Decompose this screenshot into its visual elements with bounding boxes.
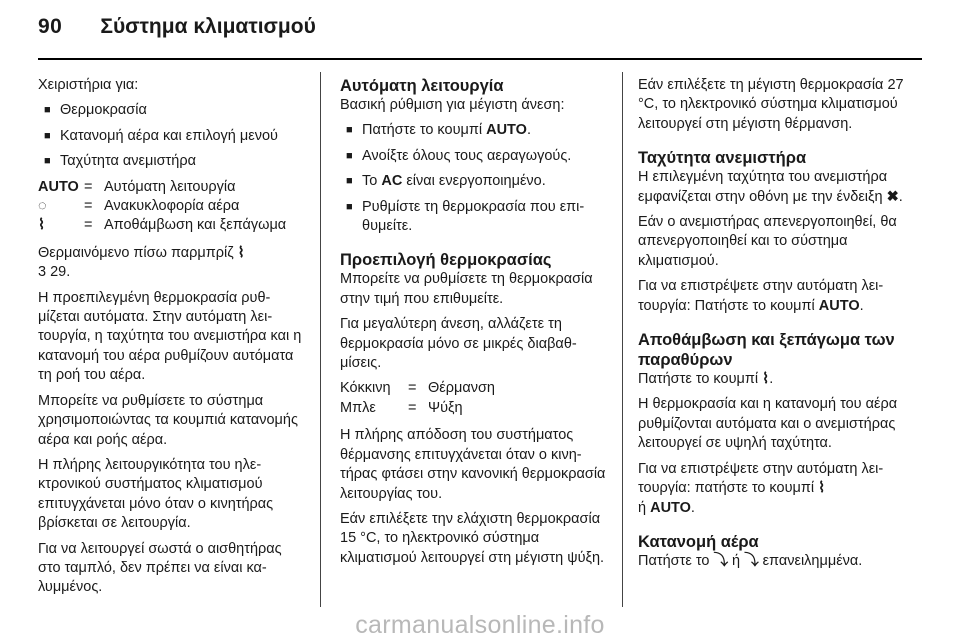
paragraph: Η προεπιλεγμένη θερμοκρασία ρυθμίζεται αυτόματα. Στην αυτόματη λειτουργία, η ταχύτητα του ανεμιστήρα και η κατανομή του αέρα ρυθμίζουν αυτόματα τη ροή του αέρα. bbox=[38, 289, 302, 384]
definition-row bbox=[38, 178, 304, 197]
paragraph: Η επιλεγμένη ταχύτητα του ανεμιστήρα εμφανίζεται στην οθόνη με την ένδειξη ✖. bbox=[638, 168, 910, 207]
list-item: ■ Ανοίξτε όλους τους αεραγωγούς. bbox=[340, 147, 610, 166]
defrost-icon: ⌇ bbox=[38, 217, 46, 234]
air-distribution-icon: ⤵ bbox=[713, 552, 728, 569]
defrost-icon: ⌇ bbox=[818, 480, 826, 497]
definition-row bbox=[340, 379, 610, 398]
page-number: 90 bbox=[38, 15, 63, 38]
column-divider-2 bbox=[622, 72, 623, 607]
auto-label: AUTO bbox=[818, 297, 860, 314]
column-2 bbox=[340, 76, 610, 574]
equals-sign: = bbox=[84, 198, 93, 215]
column-1 bbox=[38, 76, 304, 604]
heading-defrost-windows: Αποθάμβωση και ξεπάγωμα των παραθύρων bbox=[638, 331, 895, 370]
defrost-icon: ⌇ bbox=[762, 371, 770, 388]
list-item: ■ Το AC είναι ενεργοποιημένο. bbox=[340, 172, 610, 191]
list-item: ■ Ρυθμίστε τη θερμοκρασία που επιθυμείτε. bbox=[340, 198, 610, 237]
paragraph: Πατήστε το ⤵ ή ⤵ επανειλημμένα. bbox=[638, 552, 910, 571]
color-name: Κόκκινη bbox=[340, 380, 391, 397]
paragraph: Η πλήρης λειτουργικότητα του ηλεκτρονικού συστήματος κλιματισμού επιτυγχάνεται μόνο όταν ο κινητήρας βρίσκεται σε λειτουργία. bbox=[38, 456, 274, 532]
definition-row bbox=[38, 216, 304, 235]
column-3 bbox=[638, 76, 910, 577]
header-rule bbox=[38, 58, 922, 60]
definition-text: Ψύξη bbox=[428, 399, 463, 416]
controls-list bbox=[38, 101, 304, 171]
definition-text: Θέρμανση bbox=[428, 380, 495, 397]
heading-air-distribution: Κατανομή αέρα bbox=[638, 532, 759, 551]
paragraph: Η θερμοκρασία και η κατανομή του αέρα ρυθμίζονται αυτόματα και ο ανεμιστήρας λειτουργεί σε υψηλή ταχύτητα. bbox=[638, 396, 898, 452]
list-item: ■ Κατανομή αέρα και επιλογή μενού bbox=[38, 127, 304, 146]
paragraph: Για να επιστρέψετε στην αυτόματη λειτουργία: πατήστε το κουμπί ⌇ ή AUTO. bbox=[638, 460, 884, 516]
definition-row bbox=[38, 197, 304, 216]
paragraph: Πατήστε το κουμπί ⌇. bbox=[638, 370, 910, 389]
equals-sign: = bbox=[408, 380, 417, 397]
paragraph: Εάν ο ανεμιστήρας απενεργοποιηθεί, θα απενεργοποιηθεί και το σύστημα κλιματισμού. bbox=[638, 214, 897, 269]
definition-text: Αυτόματη λειτουργία bbox=[104, 178, 236, 195]
watermark: carmanualsonline.info bbox=[355, 611, 605, 639]
list-item: ■ Θερμοκρασία bbox=[38, 101, 304, 120]
equals-sign: = bbox=[408, 399, 417, 416]
page-reference: 3 29. bbox=[38, 264, 71, 281]
automatic-steps-list bbox=[340, 121, 610, 236]
subheading: Βασική ρύθμιση για μέγιστη άνεση: bbox=[340, 97, 565, 113]
page-header bbox=[38, 12, 316, 42]
definition-row bbox=[340, 399, 610, 418]
list-item: ■ Ταχύτητα ανεμιστήρα bbox=[38, 152, 304, 171]
fan-icon: ✖ bbox=[886, 188, 899, 205]
heading-automatic-mode: Αυτόματη λειτουργία bbox=[340, 77, 504, 95]
paragraph: Η πλήρης απόδοση του συστήματος θέρμανσης επιτυγχάνεται όταν ο κινητήρας φτάσει στην κανονική θερμοκρασία λειτουργίας του. bbox=[340, 427, 606, 502]
heading-fan-speed: Ταχύτητα ανεμιστήρα bbox=[638, 149, 807, 168]
auto-label: AUTO bbox=[650, 499, 691, 516]
paragraph: Εάν επιλέξετε την ελάχιστη θερμοκρασία 15 °C, το ηλεκτρονικό σύστημα κλιματισμού λειτουργεί στη μέγιστη ψύξη. bbox=[340, 510, 605, 566]
paragraph: Μπορείτε να ρυθμίσετε το σύστημα χρησιμοποιώντας τα κουμπιά κατανομής αέρα και ροής αέρα. bbox=[38, 392, 298, 448]
paragraph: Εάν επιλέξετε τη μέγιστη θερμοκρασία 27 °C, το ηλεκτρονικό σύστημα κλιματισμού λειτουργεί στη μέγιστη θέρμανση. bbox=[638, 77, 904, 132]
symbol-definitions bbox=[38, 178, 304, 236]
controls-intro: Χειριστήρια για: bbox=[38, 77, 139, 93]
list-item: ■ Πατήστε το κουμπί AUTO. bbox=[340, 121, 610, 140]
paragraph: Για να επιστρέψετε στην αυτόματη λειτουργία: Πατήστε το κουμπί AUTO. bbox=[638, 278, 884, 314]
column-divider-1 bbox=[320, 72, 321, 607]
recirculation-icon: ◌ bbox=[38, 198, 47, 215]
color-definitions bbox=[340, 379, 610, 418]
equals-sign: = bbox=[84, 178, 93, 195]
paragraph: Μπορείτε να ρυθμίσετε τη θερμοκρασία στην τιμή που επιθυμείτε. bbox=[340, 271, 593, 307]
ac-label: AC bbox=[381, 173, 403, 190]
heading-temperature-preset: Προεπιλογή θερμοκρασίας bbox=[340, 251, 552, 270]
color-name: Μπλε bbox=[340, 399, 376, 416]
rear-window-paragraph: Θερμαινόμενο πίσω παρμπρίζ ⌇ 3 29. bbox=[38, 244, 245, 281]
auto-label: AUTO bbox=[38, 178, 79, 195]
page-title: Σύστημα κλιματισμού bbox=[100, 15, 316, 38]
definition-text: Ανακυκλοφορία αέρα bbox=[104, 198, 240, 215]
rear-defrost-icon: ⌇ bbox=[237, 244, 245, 261]
air-distribution-icon: ⤵ bbox=[744, 552, 759, 569]
equals-sign: = bbox=[84, 217, 93, 234]
paragraph: Για μεγαλύτερη άνεση, αλλάζετε τη θερμοκρασία μόνο σε μικρές διαβαθμίσεις. bbox=[340, 316, 577, 372]
paragraph: Για να λειτουργεί σωστά ο αισθητήρας στο ταμπλό, δεν πρέπει να είναι καλυμμένος. bbox=[38, 540, 282, 596]
auto-label: AUTO bbox=[486, 122, 527, 139]
definition-text: Αποθάμβωση και ξεπάγωμα bbox=[104, 217, 287, 234]
